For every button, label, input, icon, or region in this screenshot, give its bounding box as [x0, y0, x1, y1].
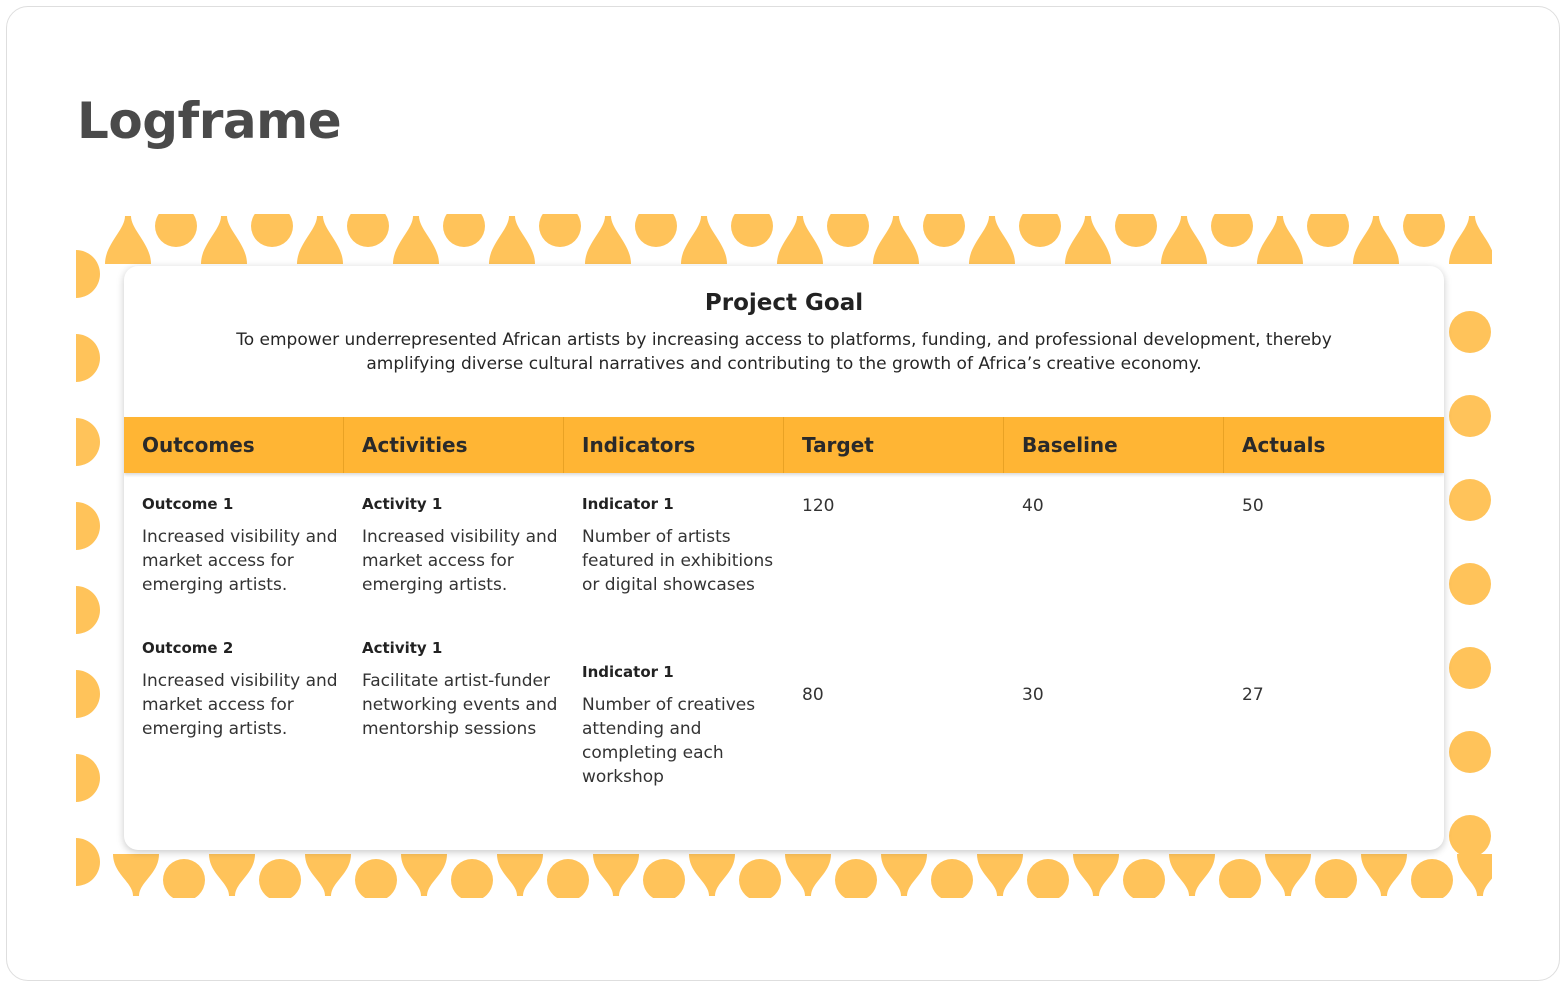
- row1-outcome-cell: [142, 495, 342, 597]
- activity-label: Activity 1: [362, 639, 443, 657]
- row2-baseline: 30: [1022, 685, 1044, 705]
- table-header-row: [124, 417, 1444, 473]
- activity-label: Activity 1: [362, 495, 443, 513]
- header-baseline: Baseline: [1004, 417, 1224, 473]
- header-indicators: Indicators: [564, 417, 784, 473]
- outcome-text: Increased visibility and market access for emerging artists.: [142, 671, 338, 739]
- header-actuals: Actuals: [1242, 433, 1326, 457]
- row1-target: 120: [802, 496, 835, 516]
- activity-text: Increased visibility and market access for emerging artists.: [362, 527, 558, 595]
- row2-target: 80: [802, 685, 824, 705]
- indicator-text: Number of artists featured in exhibitions or digital showcases: [582, 527, 774, 595]
- indicator-text: Number of creatives attending and completing each workshop: [582, 695, 756, 787]
- row1-baseline: 40: [1022, 496, 1044, 516]
- row2-activity-cell: [362, 639, 562, 741]
- row1-actuals: 50: [1242, 496, 1264, 516]
- row2-indicator-cell: [582, 663, 782, 789]
- activity-text: Facilitate artist-funder networking events and mentorship sessions: [362, 671, 558, 739]
- row1-indicator-cell: [582, 495, 782, 597]
- outcome-label: Outcome 1: [142, 495, 234, 513]
- header-outcomes: Outcomes: [124, 417, 344, 473]
- indicator-label: Indicator 1: [582, 663, 674, 681]
- outcome-label: Outcome 2: [142, 639, 234, 657]
- row1-activity-cell: [362, 495, 562, 597]
- row2-outcome-cell: [142, 639, 342, 741]
- indicator-label: Indicator 1: [582, 495, 674, 513]
- page-title: Logframe: [77, 92, 342, 150]
- logframe-card: [124, 266, 1444, 850]
- header-activities: Activities: [344, 417, 564, 473]
- project-goal-title: Project Goal: [704, 290, 864, 316]
- row2-actuals: 27: [1242, 685, 1264, 705]
- project-goal-text: To empower underrepresented African artists by increasing access to platforms, funding, and professional development, thereby amplifying diverse cultural narratives and contributing to the growth of Africa’s creative economy.: [236, 330, 1332, 374]
- header-target: Target: [784, 417, 1004, 473]
- outcome-text: Increased visibility and market access for emerging artists.: [142, 527, 338, 595]
